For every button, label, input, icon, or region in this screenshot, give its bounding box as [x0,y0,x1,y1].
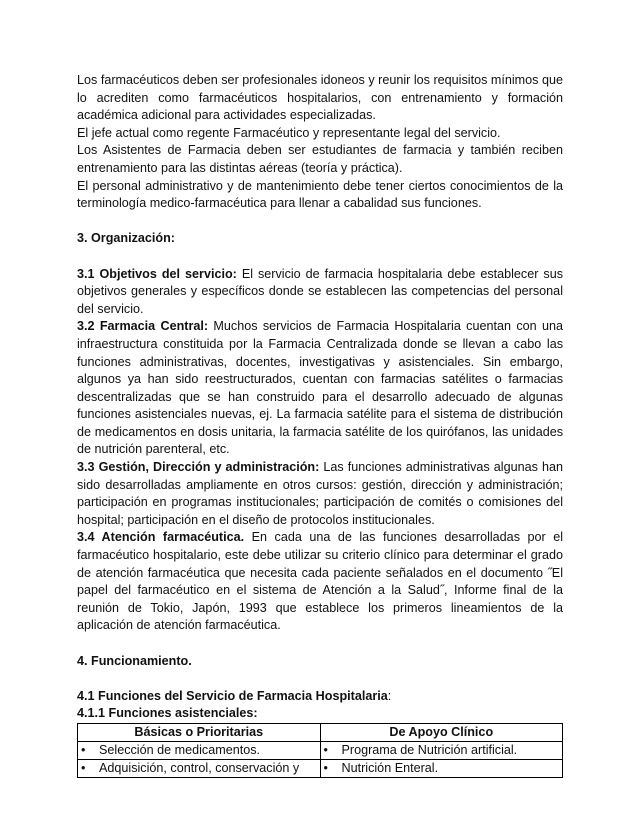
intro-paragraph-3: Los Asistentes de Farmacia deben ser estudiantes de farmacia y también reciben entrenamiento para las distintas aéreas (teoría y práctica). [77,143,563,175]
table-cell: • Adquisición, control, conservación y [78,759,321,777]
section-3-2: 3.2 Farmacia Central: Muchos servicios de Farmacia Hospitalaria cuentan con una infraestructura constituida por la Farmacia Centralizada donde se llevan a cabo las funciones administrativas, docentes, investigativas y asistenciales. Sin embargo, algunos ya han sido reestructurados, cuentan con farmacias satélites o farmacias descentralizadas que se han construido para el desarrollo adecuado de algunas funciones asistenciales nuevas, ej. La farmacia satélite para el sistema de distribución de medicamentos en dosis unitaria, la farmacia satélite de los quirófanos, las unidades de nutrición parenteral, etc. [77,319,563,457]
table-cell: • Programa de Nutrición artificial. [320,741,563,759]
section-3-1: 3.1 Objetivos del servicio: El servicio de farmacia hospitalaria debe establecer sus objetivos generales y específicos donde se establecen las competencias del personal del servicio. [77,266,563,316]
table-header-clinical: De Apoyo Clínico [320,723,563,741]
intro-paragraph-4: El personal administrativo y de mantenimiento debe tener ciertos conocimientos de la terminología medico-farmacéutica para llenar a cabalidad sus funciones. [77,178,563,211]
intro-paragraph-2: El jefe actual como regente Farmacéutico y representante legal del servicio. [77,125,501,140]
section-4-heading: 4. Funcionamiento. [77,653,192,668]
section-4-1-1-heading: 4.1.1 Funciones asistenciales: [77,706,258,721]
section-3-heading: 3. Organización: [77,231,175,246]
bullet-icon: • [81,742,86,757]
table-cell: • Selección de medicamentos. [78,741,321,759]
section-3-3: 3.3 Gestión, Dirección y administración: Las funciones administrativas algunas han sido desarrolladas ampliamente en otros cursos: gestión, dirección y administración; participación en programas institucionales; participación de comités o comisiones del hospital; participación en el diseño de protocolos institucionales. [77,460,563,527]
table-header-row [78,723,563,741]
bullet-icon: • [81,760,86,775]
bullet-icon: • [323,760,328,775]
section-4-1-heading: 4.1 Funciones del Servicio de Farmacia Hospitalaria: [77,688,392,703]
table-header-basic: Básicas o Prioritarias [78,723,321,741]
table-cell: • Nutrición Enteral. [320,759,563,777]
table-row [78,741,563,759]
table-row [78,759,563,777]
document-page [77,72,563,778]
bullet-icon: • [323,742,328,757]
section-3-4: 3.4 Atención farmacéutica. En cada una de las funciones desarrolladas por el farmacéutico hospitalario, este debe utilizar su criterio clínico para determinar el grado de atención farmacéutica que necesita cada paciente señalados en el documento ˝El papel del farmacéutico en el sistema de Atención a la Salud˝, Informe final de la reunión de Tokio, Japón, 1993 que establece los primeros lineamientos de la aplicación de atención farmacéutica. [77,530,563,633]
intro-paragraph-1: Los farmacéuticos deben ser profesionales idoneos y reunir los requisitos mínimos que lo acrediten como farmacéuticos hospitalarios, con entrenamiento y formación académica adicional para actividades especializadas. [77,73,563,123]
functions-table [77,723,563,778]
